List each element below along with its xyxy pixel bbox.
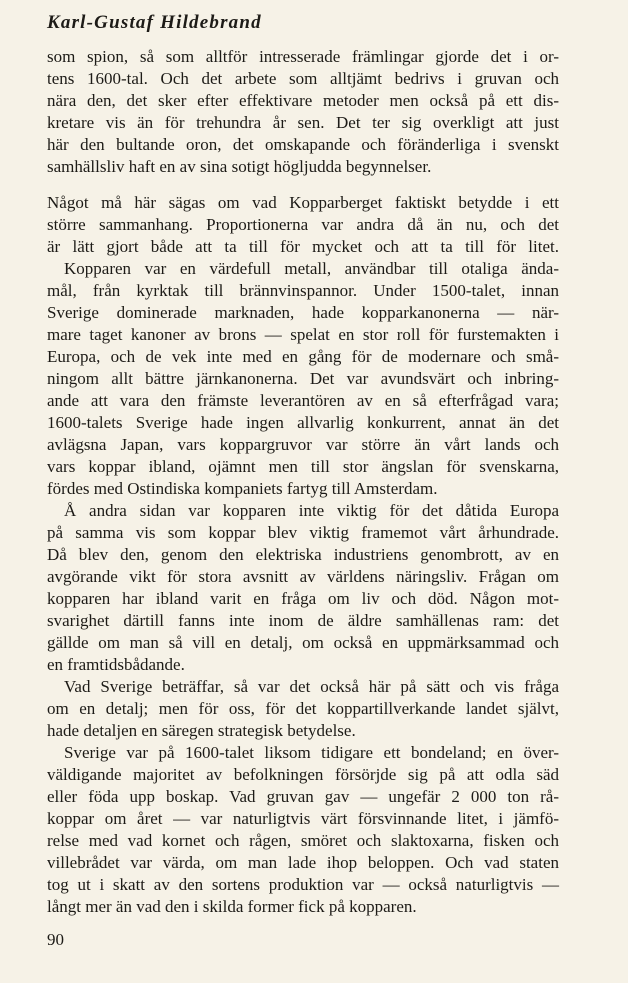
text-line: tens 1600-tal. Och det arbete som alltjämt bedrivs i gruvan och — [47, 69, 559, 88]
text-line: gällde om man så vill en detalj, om också en uppmärksammad och — [47, 633, 559, 652]
text-line: som spion, så som alltför intresserade främlingar gjorde det i or- — [47, 47, 559, 66]
text-line: väldigande majoritet av befolkningen försörjde sig på att odla säd — [47, 765, 559, 784]
text-line: relse med vad kornet och rågen, smöret och slaktoxarna, fisken och — [47, 831, 559, 850]
text-line: på samma vis som koppar blev viktig framemot vårt århundrade. — [47, 523, 559, 542]
text-line: villebrådet var värda, om man lade ihop beloppen. Och vad staten — [47, 853, 559, 872]
text-line: ande att vara den främste leverantören av en så efterfrågad vara; — [47, 391, 559, 410]
text-line: hade detaljen en säregen strategisk betydelse. — [47, 721, 356, 740]
text-line: Å andra sidan var kopparen inte viktig för det dåtida Europa — [64, 501, 559, 520]
text-line: mare taget kanoner av brons — spelat en stor roll för furstemakten i — [47, 325, 559, 344]
text-line: nära den, det sker efter effektivare metoder men också på ett dis- — [47, 91, 559, 110]
text-line: Något må här sägas om vad Kopparberget faktiskt betydde i ett — [47, 193, 559, 212]
text-line: Sverige var på 1600-talet liksom tidigare ett bondeland; en över- — [64, 743, 559, 762]
text-line: Vad Sverige beträffar, så var det också här på sätt och vis fråga — [64, 677, 559, 696]
text-line: större sammanhang. Proportionerna var andra då än nu, och det — [47, 215, 559, 234]
text-line: tog ut i skatt av den sortens produktion var — också naturligtvis — — [47, 875, 559, 894]
text-line: avlägsna Japan, vars koppargruvor var större än vårt lands och — [47, 435, 559, 454]
text-line: Sverige dominerade marknaden, hade kopparkanonerna — när- — [47, 303, 559, 322]
text-line: vars koppar ibland, ojämnt men till stor ängslan för svenskarna, — [47, 457, 559, 476]
text-line: ningom allt bättre järnkanonerna. Det var avundsvärt och inbring- — [47, 369, 559, 388]
text-line: en framtidsbådande. — [47, 655, 185, 674]
text-line: här den bultande oron, det omskapande och föränderliga i svenskt — [47, 135, 559, 154]
text-line: svarighet därtill fanns inte inom de äldre samhällenas ram: det — [47, 611, 559, 630]
text-line: avgörande vikt för stora avsnitt av världens näringsliv. Frågan om — [47, 567, 559, 586]
text-line: eller föda upp boskap. Vad gruvan gav — ungefär 2 000 ton rå- — [47, 787, 559, 806]
text-line: Kopparen var en värdefull metall, användbar till otaliga ända- — [64, 259, 559, 278]
text-line: långt mer än vad den i skilda former fick på kopparen. — [47, 897, 417, 916]
page-number: 90 — [47, 930, 64, 949]
text-line: mål, från kyrktak till brännvinspannor. Under 1500-talet, innan — [47, 281, 559, 300]
text-line: Europa, och de vek inte med en gång för de modernare och små- — [47, 347, 559, 366]
text-line: kopparen har ibland varit en fråga om liv och död. Någon mot- — [47, 589, 559, 608]
text-line: koppar om året — var naturligtvis värt försvinnande litet, i jämfö- — [47, 809, 559, 828]
text-line: 1600-talets Sverige hade ingen allvarlig konkurrent, annat än det — [47, 413, 559, 432]
text-line: kretare vis än för trehundra år sen. Det ter sig overkligt att just — [47, 113, 559, 132]
text-line: fördes med Ostindiska kompaniets fartyg till Amsterdam. — [47, 479, 438, 498]
text-line: är lätt gjort både att ta till för mycket och att ta till för litet. — [47, 237, 559, 256]
text-line: Då blev den, genom den elektriska industriens genombrott, av en — [47, 545, 559, 564]
text-line: om en detalj; men för oss, för det koppartillverkande landet självt, — [47, 699, 559, 718]
running-head: Karl-Gustaf Hildebrand — [47, 12, 262, 33]
text-line: samhällsliv haft en av sina sotigt högljudda begynnelser. — [47, 157, 432, 176]
